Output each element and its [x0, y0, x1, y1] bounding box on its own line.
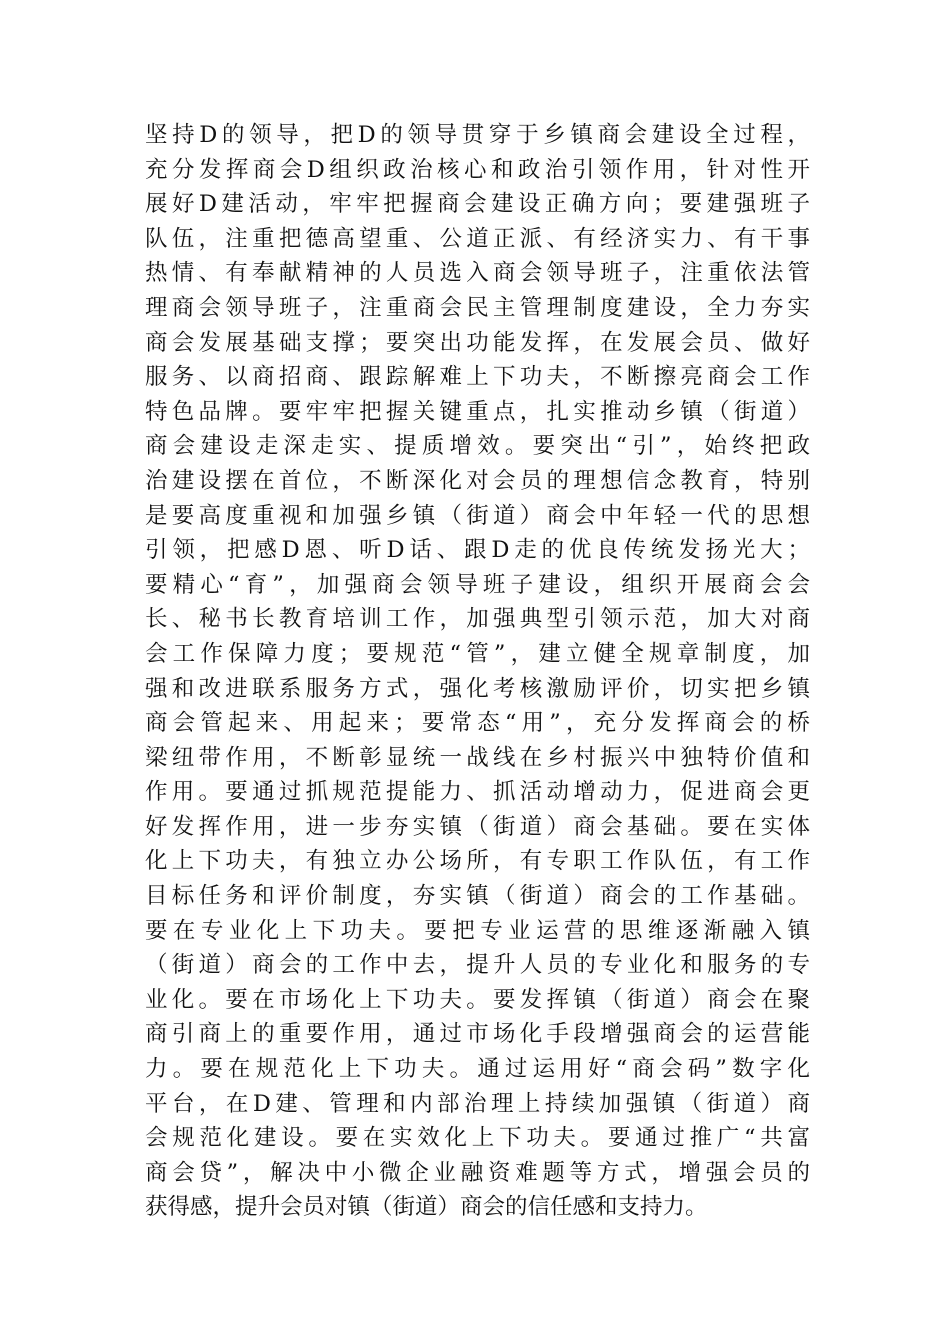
text-line: 商会管起来、用起来；要常态“用”，充分发挥商会的桥: [145, 710, 810, 737]
text-line: 治建设摆在首位，不断深化对会员的理想信念教育，特别: [145, 467, 810, 494]
text-line: 长、秘书长教育培训工作，加强典型引领示范，加大对商: [145, 606, 810, 633]
text-line: 会规范化建设。要在实效化上下功夫。要通过推广“共富: [145, 1125, 810, 1152]
text-line: 要在专业化上下功夫。要把专业运营的思维逐渐融入镇: [145, 917, 810, 944]
text-line: 作用。要通过抓规范提能力、抓活动增动力，促进商会更: [145, 779, 810, 806]
text-line: 特色品牌。要牢牢把握关键重点，扎实推动乡镇（街道）: [145, 398, 810, 425]
text-line: 队伍，注重把德高望重、公道正派、有经济实力、有干事: [145, 225, 810, 252]
text-line: 会工作保障力度；要规范“管”，建立健全规章制度，加: [145, 640, 810, 667]
text-line: 热情、有奉献精神的人员选入商会领导班子，注重依法管: [145, 260, 810, 287]
text-line: 展好D建活动，牢牢把握商会建设正确方向；要建强班子: [145, 191, 810, 218]
text-line: 充分发挥商会D组织政治核心和政治引领作用，针对性开: [145, 156, 810, 183]
text-line: （街道）商会的工作中去，提升人员的专业化和服务的专: [145, 952, 810, 979]
text-line: 理商会领导班子，注重商会民主管理制度建设，全力夯实: [145, 294, 810, 321]
body-paragraph: [145, 118, 810, 1225]
text-line: 好发挥作用，进一步夯实镇（街道）商会基础。要在实体: [145, 813, 810, 840]
text-line: 目标任务和评价制度，夯实镇（街道）商会的工作基础。: [145, 883, 810, 910]
text-line: 商会贷”，解决中小微企业融资难题等方式，增强会员的: [145, 1159, 810, 1186]
text-line: 是要高度重视和加强乡镇（街道）商会中年轻一代的思想: [145, 502, 810, 529]
text-line: 商会建设走深走实、提质增效。要突出“引”，始终把政: [145, 433, 810, 460]
text-line: 商会发展基础支撑；要突出功能发挥，在发展会员、做好: [145, 329, 810, 356]
text-line: 坚持D的领导，把D的领导贯穿于乡镇商会建设全过程，: [145, 122, 810, 148]
text-line: 强和改进联系服务方式，强化考核激励评价，切实把乡镇: [145, 675, 810, 702]
text-line: 商引商上的重要作用，通过市场化手段增强商会的运营能: [145, 1021, 810, 1048]
text-line: 要精心“育”，加强商会领导班子建设，组织开展商会会: [145, 571, 810, 598]
text-line: 业化。要在市场化上下功夫。要发挥镇（街道）商会在聚: [145, 986, 810, 1013]
text-line: 平台，在D建、管理和内部治理上持续加强镇（街道）商: [145, 1090, 810, 1117]
text-line: 梁纽带作用，不断彰显统一战线在乡村振兴中独特价值和: [145, 744, 810, 771]
text-line: 化上下功夫，有独立办公场所，有专职工作队伍，有工作: [145, 848, 810, 875]
text-line: 服务、以商招商、跟踪解难上下功夫，不断擦亮商会工作: [145, 364, 810, 391]
text-line: 获得感，提升会员对镇（街道）商会的信任感和支持力。: [145, 1194, 708, 1221]
text-line: 力。要在规范化上下功夫。通过运用好“商会码”数字化: [145, 1056, 810, 1083]
text-line: 引领，把感D恩、听D话、跟D走的优良传统发扬光大；: [145, 537, 810, 564]
